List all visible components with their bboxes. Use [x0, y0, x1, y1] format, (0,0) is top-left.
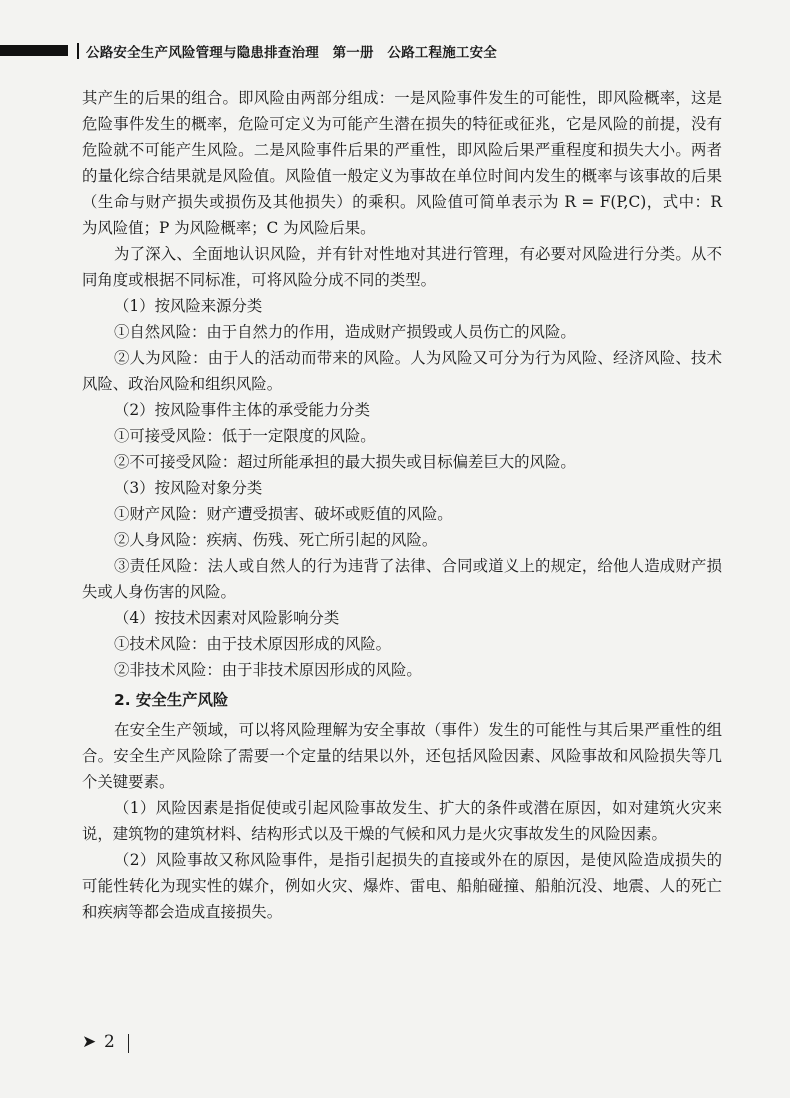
section-heading: 2. 安全生产风险 — [114, 691, 229, 709]
list-item: ②人身风险：疾病、伤残、死亡所引起的风险。 — [114, 531, 438, 549]
list-item: ①财产风险：财产遭受损害、破坏或贬值的风险。 — [114, 505, 453, 523]
paragraph-5: （2）风险事故又称风险事件，是指引起损失的直接或外在的原因，是使风险造成损失的可能性转化为现实性的媒介，例如火灾、爆炸、雷电、船舶碰撞、船舶沉没、地震、人的死亡和疾病等都会造成直接损失。 — [82, 851, 722, 921]
list-item: ①技术风险：由于技术原因形成的风险。 — [114, 635, 392, 653]
list-item: ②不可接受风险：超过所能承担的最大损失或目标偏差巨大的风险。 — [114, 453, 576, 471]
list-heading-capacity: （2）按风险事件主体的承受能力分类 — [114, 401, 371, 419]
paragraph-3: 在安全生产领域，可以将风险理解为安全事故（事件）发生的可能性与其后果严重性的组合。安全生产风险除了需要一个定量的结果以外，还包括风险因素、风险事故和风险损失等几个关键要素。 — [82, 721, 722, 791]
list-heading-object: （3）按风险对象分类 — [114, 479, 263, 497]
list-item: ①自然风险：由于自然力的作用，造成财产损毁或人员伤亡的风险。 — [114, 323, 576, 341]
footer-separator — [128, 1034, 129, 1053]
paragraph-1: 其产生的后果的组合。即风险由两部分组成：一是风险事件发生的可能性，即风险概率，这是危险事件发生的概率，危险可定义为可能产生潜在损失的特征或征兆，它是风险的前提，没有危险就不可能产生风险。二是风险事件后果的严重性，即风险后果严重程度和损失大小。两者的量化综合结果就是风险值。风险值一般定义为事故在单位时间内发生的概率与该事故的后果（生命与财产损失或损伤及其他损失）的乘积。风险值可简单表示为 R = F(P,C)，式中：R 为风险值；P 为风险概率；C 为风险后果。 — [82, 89, 722, 237]
header-decor-bar — [0, 45, 68, 56]
arrow-icon: ➤ — [82, 1032, 97, 1052]
paragraph-2: 为了深入、全面地认识风险，并有针对性地对其进行管理，有必要对风险进行分类。从不同角度或根据不同标准，可将风险分成不同的类型。 — [82, 245, 722, 289]
list-heading-technical: （4）按技术因素对风险影响分类 — [114, 609, 340, 627]
list-heading-source: （1）按风险来源分类 — [114, 297, 263, 315]
list-item: ②非技术风险：由于非技术原因形成的风险。 — [114, 661, 422, 679]
list-item: ③责任风险：法人或自然人的行为违背了法律、合同或道义上的规定，给他人造成财产损失或人身伤害的风险。 — [82, 557, 722, 601]
page-number: 2 — [104, 1032, 115, 1052]
page-body — [82, 85, 722, 925]
list-item: ①可接受风险：低于一定限度的风险。 — [114, 427, 376, 445]
running-header — [0, 40, 790, 62]
paragraph-4: （1）风险因素是指促使或引起风险事故发生、扩大的条件或潜在原因，如对建筑火灾来说，建筑物的建筑材料、结构形式以及干燥的气候和风力是火灾事故发生的风险因素。 — [82, 799, 722, 843]
list-item: ②人为风险：由于人的活动而带来的风险。人为风险又可分为行为风险、经济风险、技术风险、政治风险和组织风险。 — [82, 349, 722, 393]
header-separator — [77, 43, 79, 59]
header-title: 公路安全生产风险管理与隐患排查治理 第一册 公路工程施工安全 — [86, 45, 497, 61]
